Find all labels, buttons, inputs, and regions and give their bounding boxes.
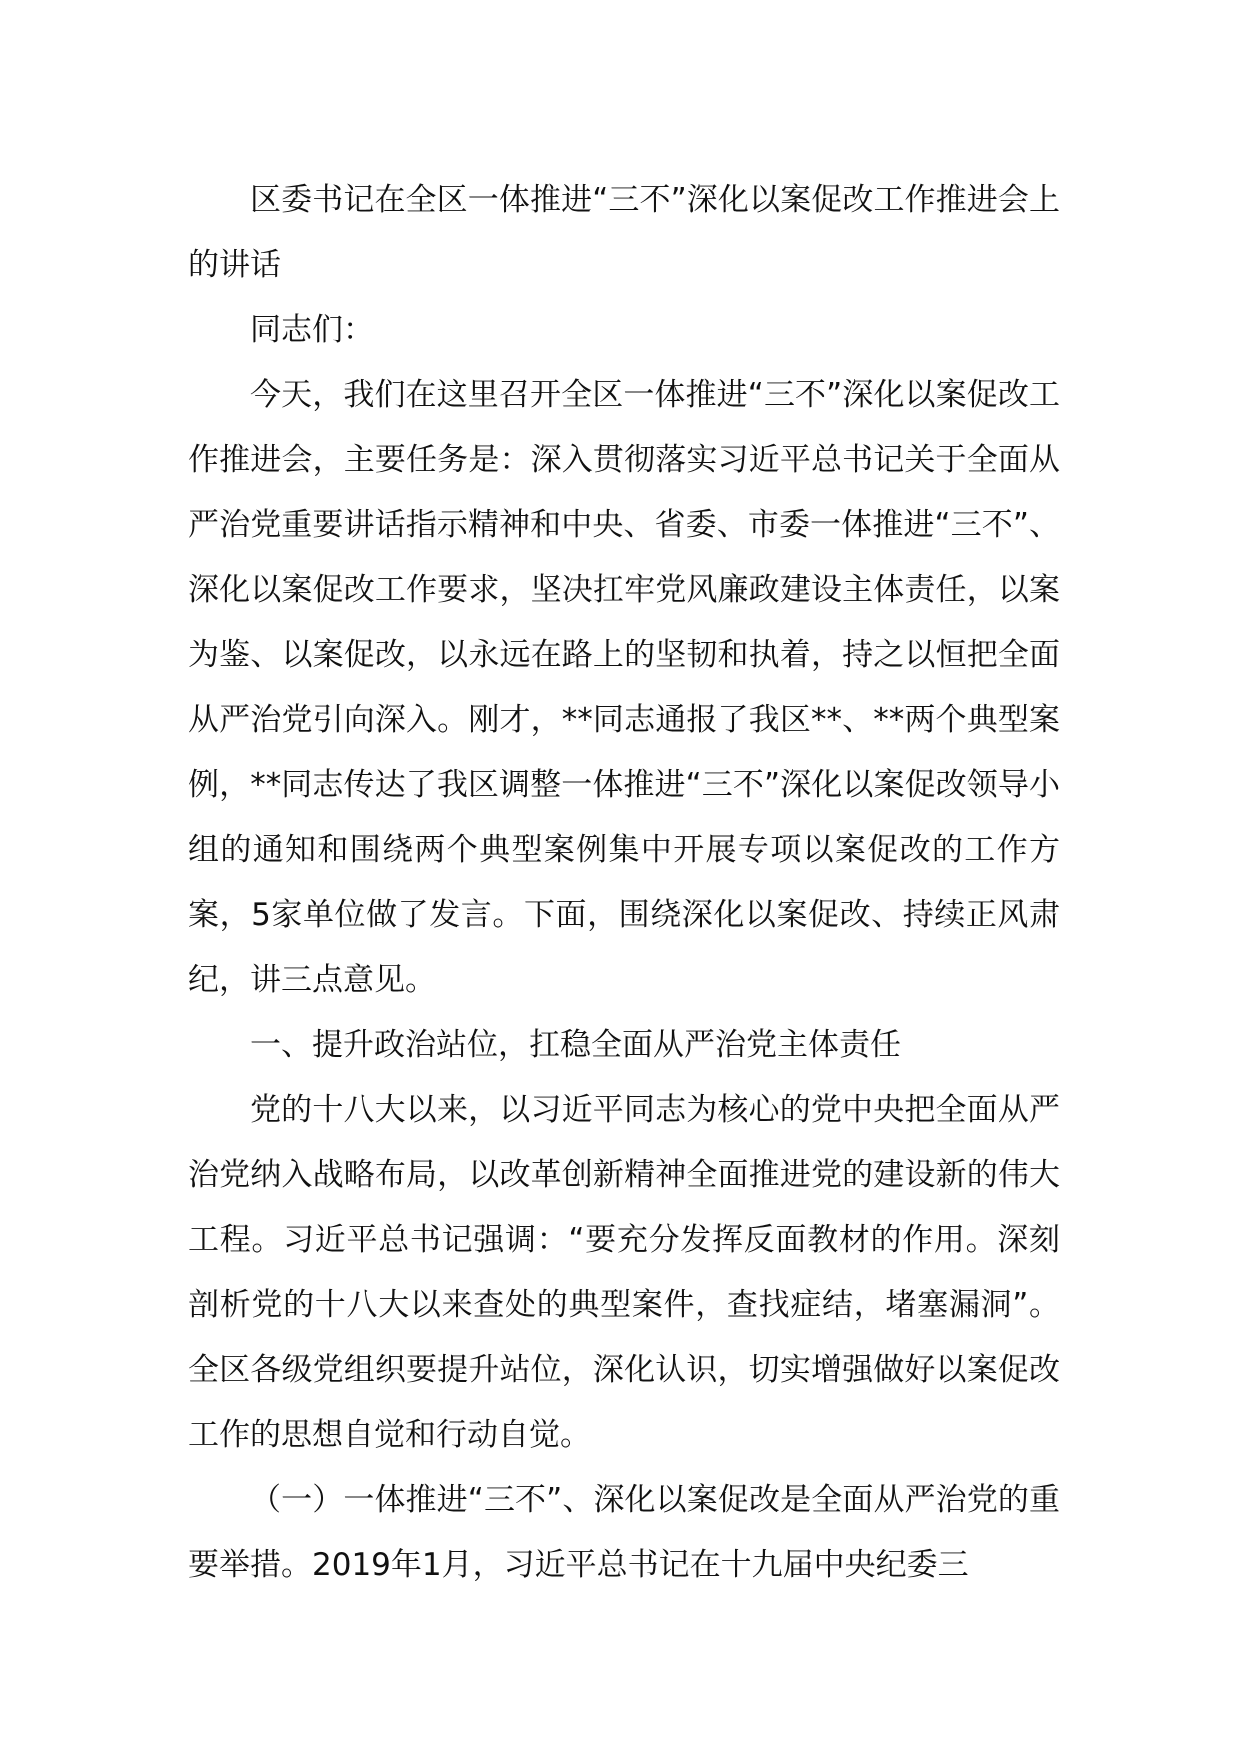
- section-heading-1: 一、提升政治站位，扛稳全面从严治党主体责任: [250, 1027, 901, 1063]
- salutation: 同志们：: [250, 312, 374, 348]
- paragraph-subsection-1: （一）一体推进“三不”、深化以案促改是全面从严治党的重要举措。2019年1月，习近平总书记在十九届中央纪委三: [188, 1482, 1060, 1583]
- document-body: [188, 168, 1060, 1598]
- document-title: 区委书记在全区一体推进“三不”深化以案促改工作推进会上的讲话: [188, 182, 1060, 283]
- paragraph-opening: 今天，我们在这里召开全区一体推进“三不”深化以案促改工作推进会，主要任务是：深入贯彻落实习近平总书记关于全面从严治党重要讲话指示精神和中央、省委、市委一体推进“三不”、深化以案促改工作要求，坚决扛牢党风廉政建设主体责任，以案为鉴、以案促改，以永远在路上的坚韧和执着，持之以恒把全面从严治党引向深入。刚才，**同志通报了我区**、**两个典型案例，**同志传达了我区调整一体推进“三不”深化以案促改领导小组的通知和围绕两个典型案例集中开展专项以案促改的工作方案，5家单位做了发言。下面，围绕深化以案促改、持续正风肃纪，讲三点意见。: [188, 377, 1060, 998]
- paragraph-section-1: 党的十八大以来，以习近平同志为核心的党中央把全面从严治党纳入战略布局，以改革创新精神全面推进党的建设新的伟大工程。习近平总书记强调：“要充分发挥反面教材的作用。深刻剖析党的十八大以来查处的典型案件，查找症结，堵塞漏洞”。全区各级党组织要提升站位，深化认识，切实增强做好以案促改工作的思想自觉和行动自觉。: [188, 1092, 1060, 1453]
